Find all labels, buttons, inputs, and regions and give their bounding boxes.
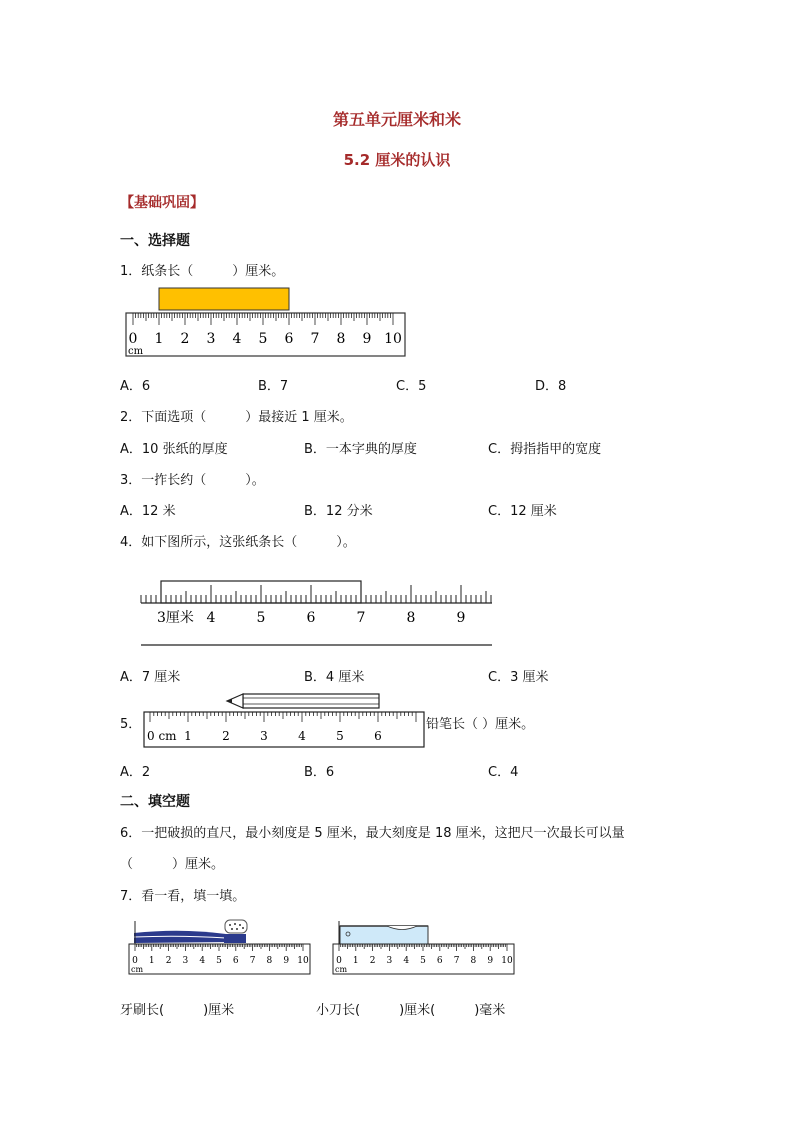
ruler-tick-label: 9 (456, 610, 466, 626)
ruler-tick-label: 6 (284, 331, 294, 347)
toothbrush (134, 920, 247, 943)
q4-text: 4．如下图所示，这张纸条长（ ）。 (120, 535, 356, 550)
ruler-tick-label: 5 (336, 729, 344, 743)
q2-option-a[interactable]: A．10 张纸的厚度 (120, 442, 228, 457)
q4-option-c[interactable]: C．3 厘米 (488, 670, 549, 685)
q4-figure (130, 574, 500, 650)
ruler-tick-label: 3 (206, 331, 216, 347)
ruler-tick-label: 1 (184, 729, 192, 743)
ruler-tick-label: 6 (436, 956, 443, 966)
ruler-tick-label: 4 (298, 729, 306, 743)
part2-heading: 二、填空题 (120, 794, 190, 810)
ruler-tick-label: 9 (487, 956, 494, 966)
ruler-tick-label: 10 (384, 331, 402, 347)
ruler-tick-label: 1 (154, 331, 164, 347)
ruler-tick-label: 3厘米 (157, 610, 194, 626)
section-tag: 【基础巩固】 (120, 195, 204, 211)
ruler-tick-label: 9 (283, 956, 290, 966)
ruler-tick-label: 5 (256, 610, 266, 626)
q2-text: 2．下面选项（ ）最接近 1 厘米。 (120, 410, 353, 425)
ruler-labels (157, 609, 465, 626)
ruler-tick-label: 1 (352, 956, 359, 966)
ruler-tick-label: 0 (128, 331, 138, 347)
ruler-tick-label: 4 (206, 610, 216, 626)
ruler-cm-label: cm (335, 965, 348, 974)
unit-title: 第五单元厘米和米 (332, 110, 461, 129)
q3-option-a[interactable]: A．12 米 (120, 504, 176, 519)
ruler-tick-label: 0 (132, 956, 138, 966)
ruler-tick-label: 8 (406, 610, 416, 626)
q5-option-b[interactable]: B．6 (304, 765, 335, 780)
paper-strip (159, 288, 289, 310)
q5-option-a[interactable]: A．2 (120, 765, 151, 780)
q3-option-c[interactable]: C．12 厘米 (488, 504, 557, 519)
q7-text: 7．看一看，填一填。 (120, 889, 246, 904)
ruler-cm-label: cm (131, 965, 144, 974)
ruler-tick-label: 4 (232, 331, 242, 347)
ruler-tick-label: 0 (336, 956, 342, 966)
knife-figure (332, 918, 522, 978)
ruler-tick-label: 3 (386, 956, 393, 966)
q4-option-a[interactable]: A．7 厘米 (120, 670, 181, 685)
q1-option-c[interactable]: C．5 (396, 379, 427, 394)
q5-option-c[interactable]: C．4 (488, 765, 519, 780)
ruler-tick-label: 10 (297, 956, 309, 966)
q2-option-b[interactable]: B．一本字典的厚度 (304, 442, 417, 457)
q1-option-a[interactable]: A．6 (120, 379, 151, 394)
ruler-tick-label: 4 (199, 956, 206, 966)
q3-option-b[interactable]: B．12 分米 (304, 504, 373, 519)
ruler-tick-label: 1 (148, 956, 155, 966)
q3-text: 3．一拃长约（ ）。 (120, 473, 265, 488)
q1-figure (120, 284, 420, 360)
ruler-start-label: 0 cm (147, 729, 177, 743)
q5-number: 5． (120, 717, 142, 732)
q6-line1: 6．一把破损的直尺，最小刻度是 5 厘米，最大刻度是 18 厘米，这把尺一次最长可以量 (120, 826, 625, 841)
q1-option-d[interactable]: D．8 (535, 379, 567, 394)
ruler-tick-label: 7 (356, 610, 366, 626)
ruler-tick-label: 6 (232, 956, 239, 966)
ruler-tick-label: 8 (470, 956, 477, 966)
q7-caption-left: 牙刷长( )厘米 (120, 1003, 235, 1018)
utility-knife (340, 926, 428, 944)
ruler-tick-label: 7 (453, 956, 460, 966)
ruler-tick-label: 6 (306, 610, 316, 626)
ruler-tick-label: 7 (249, 956, 256, 966)
ruler-tick-label: 4 (403, 956, 410, 966)
ruler-tick-label: 8 (266, 956, 273, 966)
ruler-tick-label: 3 (182, 956, 189, 966)
ruler-tick-label: 8 (336, 331, 346, 347)
ruler-tick-label: 2 (369, 956, 376, 966)
ruler-tick-label: 5 (258, 331, 268, 347)
q5-text: 铅笔长（ ）厘米。 (426, 717, 535, 732)
q1-text: 1．纸条长（ ）厘米。 (120, 264, 285, 279)
q4-option-b[interactable]: B．4 厘米 (304, 670, 365, 685)
q1-option-b[interactable]: B．7 (258, 379, 289, 394)
lesson-title: 5.2 厘米的认识 (343, 151, 451, 169)
ruler-tick-label: 2 (165, 956, 172, 966)
ruler-tick-label: 10 (501, 956, 513, 966)
ruler-tick-label: 5 (420, 956, 426, 966)
ruler-cm-label: cm (128, 346, 144, 357)
ruler-tick-label: 3 (260, 729, 268, 743)
q5-figure (140, 690, 430, 750)
ruler-tick-label: 2 (222, 729, 230, 743)
pencil (227, 694, 379, 708)
q2-option-c[interactable]: C．拇指指甲的宽度 (488, 442, 602, 457)
part1-heading: 一、选择题 (120, 233, 190, 249)
ruler-tick-label: 6 (374, 729, 382, 743)
ruler-tick-label: 2 (180, 331, 190, 347)
ruler-tick-label: 9 (362, 331, 372, 347)
ruler-ticks (141, 585, 491, 603)
ruler-tick-label: 5 (216, 956, 222, 966)
toothbrush-figure (126, 918, 316, 978)
ruler-tick-label: 7 (310, 331, 320, 347)
q6-line2: （ ）厘米。 (120, 857, 225, 872)
q7-caption-right: 小刀长( )厘米( )毫米 (316, 1003, 506, 1018)
